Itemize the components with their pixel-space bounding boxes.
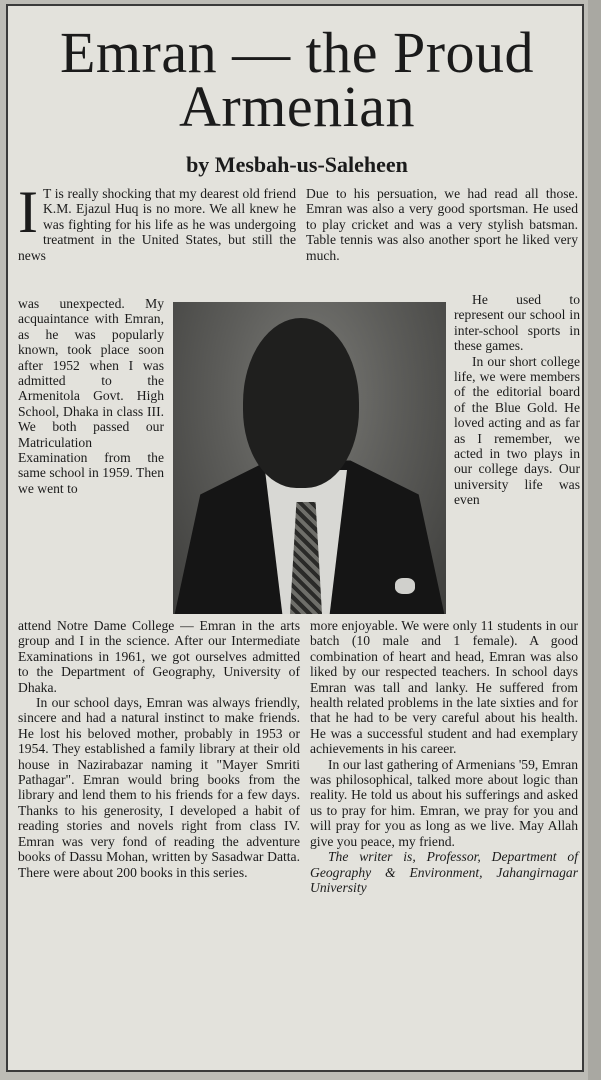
portrait-photo [173, 302, 446, 614]
author-credit: The writer is, Professor, Department of Geography & Environment, Jahangirnagar University [310, 849, 578, 895]
paragraph-last-gathering: In our last gathering of Armenians '59, Emran was philosophical, talked more about logic than reality. He told us about his sufferings and asked us to pray for him. Emran, we pray for you and will pray for you as long as we live. May Allah give you peace, my friend. [310, 756, 578, 849]
photo-pocket-square [395, 578, 415, 594]
column-right-top [306, 186, 578, 263]
drop-cap: I [18, 179, 38, 245]
column-left-narrow [18, 296, 164, 496]
column-left-top [18, 179, 296, 263]
column-right-narrow [454, 292, 580, 508]
paragraph-sports-continued: He used to represent our school in inter-school sports in these games. [454, 292, 580, 354]
photo-head [243, 318, 359, 488]
column-right-bottom [310, 618, 578, 895]
headline-line-2: Armenian [179, 74, 415, 139]
paragraph-opening-continued: was unexpected. My acquaintance with Emran, as he was popularly known, took place soon after 1952 when I was admitted to the Armenitola Govt. High School, Dhaka in class III. We both passed our Matriculation Examination from the same school in 1959. Then we went to [18, 296, 164, 496]
paragraph-opening-end: attend Notre Dame College — Emran in the arts group and I in the science. After our Intermediate Examinations in 1961, we got ourselves admitted to the Department of Geography, University of Dhaka. [18, 618, 300, 695]
paragraph-college: In our short college life, we were members of the editorial board of the Blue Gold. He loved acting and as far as I remember, we acted in two plays in our college days. Our university life was even [454, 353, 580, 508]
paragraph-sports: Due to his persuation, we had read all those. Emran was also a very good sportsman. He used to play cricket and was a very stylish batsman. Table tennis was also another sport he liked very much. [306, 186, 578, 263]
newspaper-clipping [6, 4, 584, 1072]
paragraph-opening: I T is really shocking that my dearest old friend K.M. Ejazul Huq is no more. We all knew he was fighting for his life as he was undergoing treatment in the United States, but still the news [18, 179, 296, 263]
headline [8, 20, 584, 139]
column-left-bottom [18, 618, 300, 880]
adjacent-page-edge [588, 0, 601, 1080]
paragraph-university: more enjoyable. We were only 11 students in our batch (10 male and 1 female). A good combination of heart and head, Emran was also liked by our respected teachers. In school days Emran was tall and lanky. He suffered from health related problems in the late sixties and for that he had to be very careful about his health. He was a successful student and had exemplary achievements in his career. [310, 618, 578, 757]
paragraph-school-days: In our school days, Emran was always friendly, sincere and had a natural instinct to make friends. He lost his beloved mother, probably in 1953 or 1954. They established a family library at their old house in Nazirabazar naming it "Mayer Smriti Pathagar". Emran would bring books from the library and lend them to his friends for a few days. Thanks to his generosity, I developed a habit of reading stories and novels right from class IV. Emran was very fond of reading the adventure books of Dassu Mohan, written by Sasadwar Datta. There were about 200 books in this series. [18, 695, 300, 880]
headline-line-1: Emran — the Proud [59, 20, 535, 85]
byline: by Mesbah-us-Saleheen [186, 152, 408, 177]
